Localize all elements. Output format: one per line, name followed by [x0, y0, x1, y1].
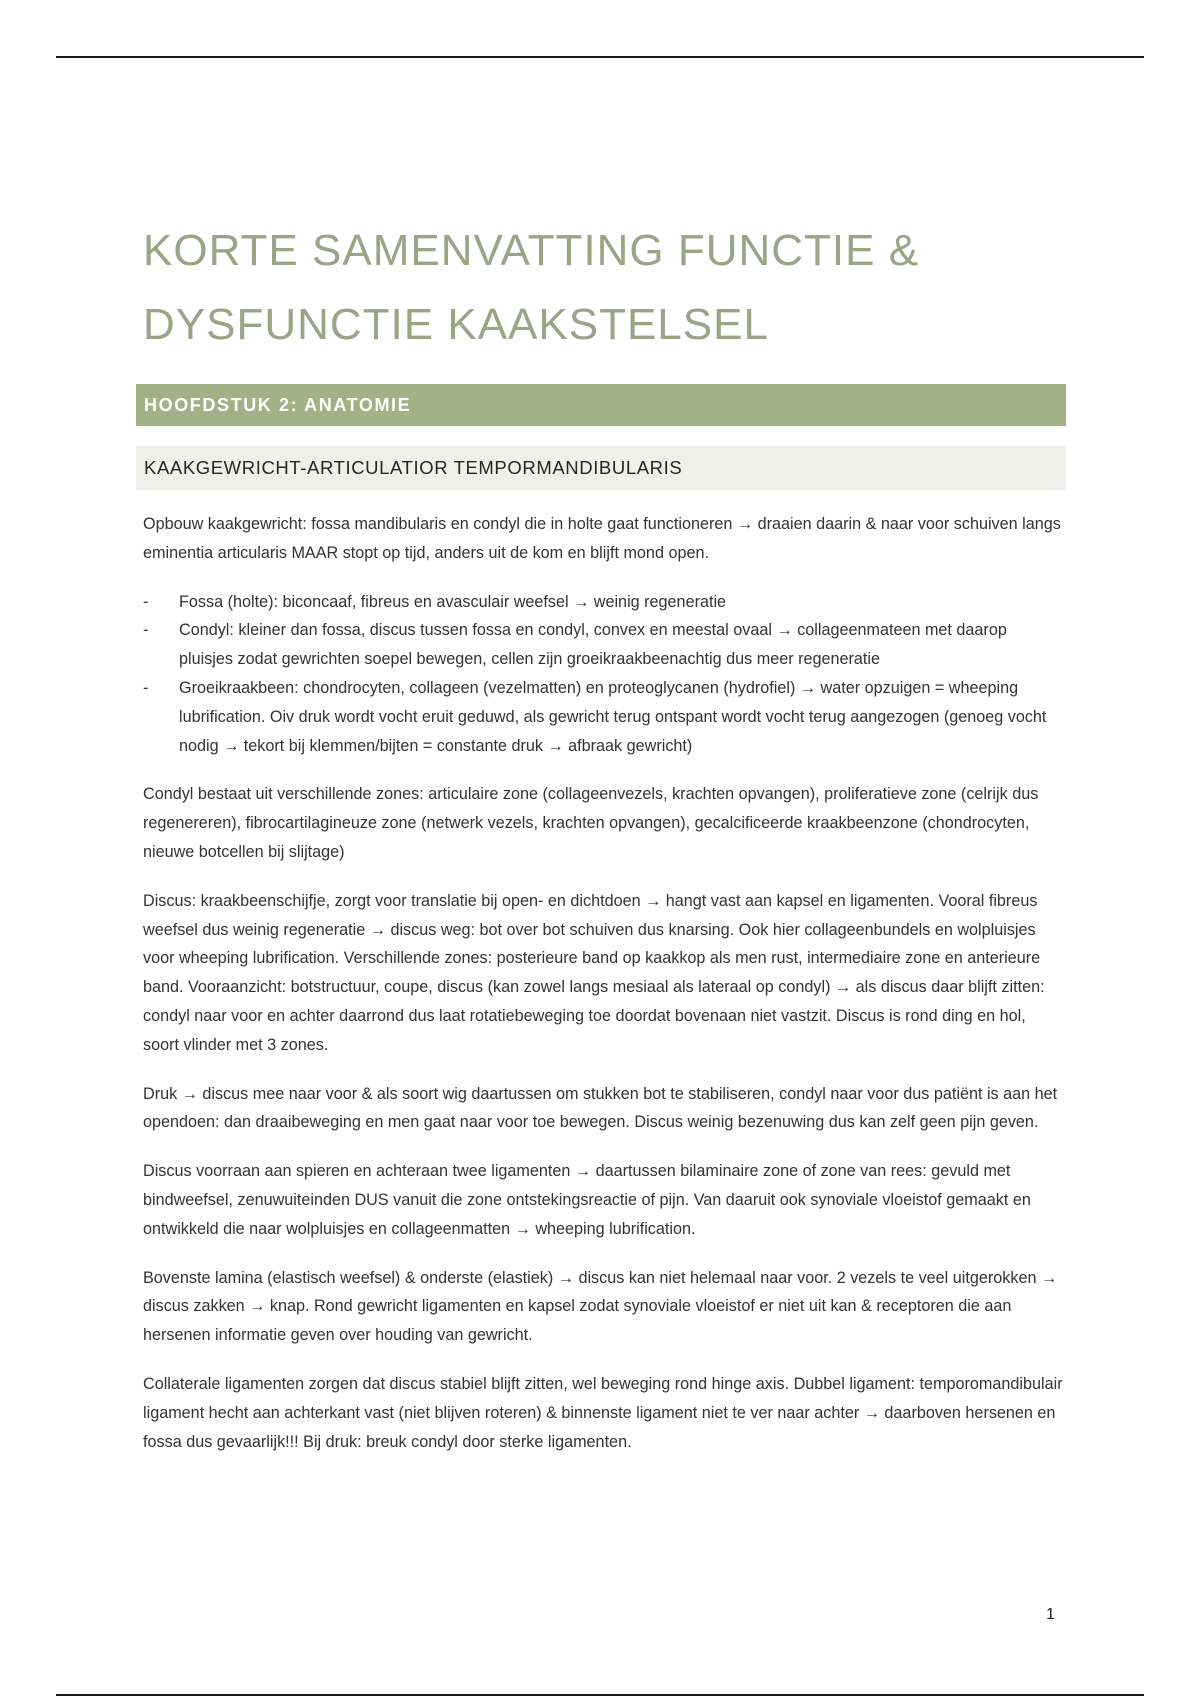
- section-heading: KAAKGEWRICHT-ARTICULATIOR TEMPORMANDIBULARIS: [136, 446, 1066, 490]
- page-number: 1: [1046, 1606, 1055, 1623]
- paragraph-bilaminaire-zone: Discus voorraan aan spieren en achteraan twee ligamenten → daartussen bilaminaire zone of zone van rees: gevuld met bindweefsel, zenuwuiteinden DUS vanuit die zone ontstekingsreactie of pijn. Van daaruit ook synoviale vloeistof gemaakt en ontwikkeld die naar wolpluisjes en collageenmatten → wheeping lubrification.: [143, 1162, 1031, 1238]
- bullet-marker: -: [143, 678, 149, 697]
- list-item-text: Groeikraakbeen: chondrocyten, collageen (vezelmatten) en proteoglycanen (hydrofiel) → water opzuigen = wheeping lubrification. Oiv druk wordt vocht eruit geduwd, als gewricht terug ontspant wordt vocht terug aangezogen (genoeg vocht nodig → tekort bij klemmen/bijten = constante druk → afbraak gewricht): [179, 678, 1047, 755]
- bullet-marker: -: [143, 621, 149, 640]
- list-item-text: Fossa (holte): biconcaaf, fibreus en avasculair weefsel → weinig regeneratie: [179, 592, 727, 611]
- document-body: [143, 510, 1063, 1476]
- bullet-marker: -: [143, 592, 149, 611]
- title-line-2: DYSFUNCTIE KAAKSTELSEL: [143, 300, 769, 349]
- paragraph-discus: Discus: kraakbeenschijfje, zorgt voor translatie bij open- en dichtdoen → hangt vast aan kapsel en ligamenten. Vooral fibreus weefsel dus weinig regeneratie → discus weg: bot over bot schuiven dus knarsing. Ook hier collageenbundels en wolpluisjes voor wheeping lubrification. Verschillende zones: posterieure band op kaakkop als men rust, intermediaire zone en anterieure band. Vooraanzicht: botstructuur, coupe, discus (kan zowel langs mesiaal als lateraal op condyl) → als discus daar blijft zitten: condyl naar voor en achter daarrond dus laat rotatiebeweging toe doordat bovenaan niet vastzit. Discus is rond ding en hol, soort vlinder met 3 zones.: [143, 891, 1045, 1054]
- list-item-text: Condyl: kleiner dan fossa, discus tussen fossa en condyl, convex en meestal ovaal → collageenmateen met daarop pluisjes zodat gewrichten soepel bewegen, cellen zijn groeikraakbeenachtig dus meer regeneratie: [179, 621, 1007, 669]
- document-title: [143, 214, 1103, 362]
- list-item: [143, 588, 1063, 617]
- paragraph-ligamenten: Collaterale ligamenten zorgen dat discus stabiel blijft zitten, wel beweging rond hinge axis. Dubbel ligament: temporomandibulair ligament hecht aan achterkant vast (niet blijven roteren) & binnenste ligament niet te ver naar achter → daarboven hersenen en fossa dus gevaarlijk!!! Bij druk: breuk condyl door sterke ligamenten.: [143, 1374, 1063, 1451]
- footer-rule: [56, 1694, 1144, 1696]
- paragraph-condyl-zones: Condyl bestaat uit verschillende zones: articulaire zone (collageenvezels, krachten opvangen), proliferatieve zone (celrijk dus regenereren), fibrocartilagineuze zone (netwerk vezels, krachten opvangen), gecalcificeerde kraakbeenzone (chondrocyten, nieuwe botcellen bij slijtage): [143, 785, 1039, 861]
- paragraph-lamina: Bovenste lamina (elastisch weefsel) & onderste (elastiek) → discus kan niet helemaal naar voor. 2 vezels te veel uitgerokken → discus zakken → knap. Rond gewricht ligamenten en kapsel zodat synoviale vloeistof er niet uit kan & receptoren die aan hersenen informatie geven over houding van gewricht.: [143, 1268, 1058, 1345]
- title-line-1: KORTE SAMENVATTING FUNCTIE &: [143, 226, 920, 275]
- header-rule: [56, 56, 1144, 58]
- bullet-list: [143, 588, 1063, 761]
- list-item: [143, 616, 1063, 674]
- list-item: [143, 674, 1063, 760]
- chapter-heading: HOOFDSTUK 2: ANATOMIE: [136, 384, 1066, 426]
- paragraph-druk: Druk → discus mee naar voor & als soort wig daartussen om stukken bot te stabiliseren, condyl naar voor dus patiënt is aan het opendoen: dan draaibeweging en men gaat naar voor toe bewegen. Discus weinig bezenuwing dus kan zelf geen pijn geven.: [143, 1084, 1058, 1132]
- intro-paragraph: Opbouw kaakgewricht: fossa mandibularis en condyl die in holte gaat functioneren → draaien daarin & naar voor schuiven langs eminentia articularis MAAR stopt op tijd, anders uit de kom en blijft mond open.: [143, 515, 1061, 562]
